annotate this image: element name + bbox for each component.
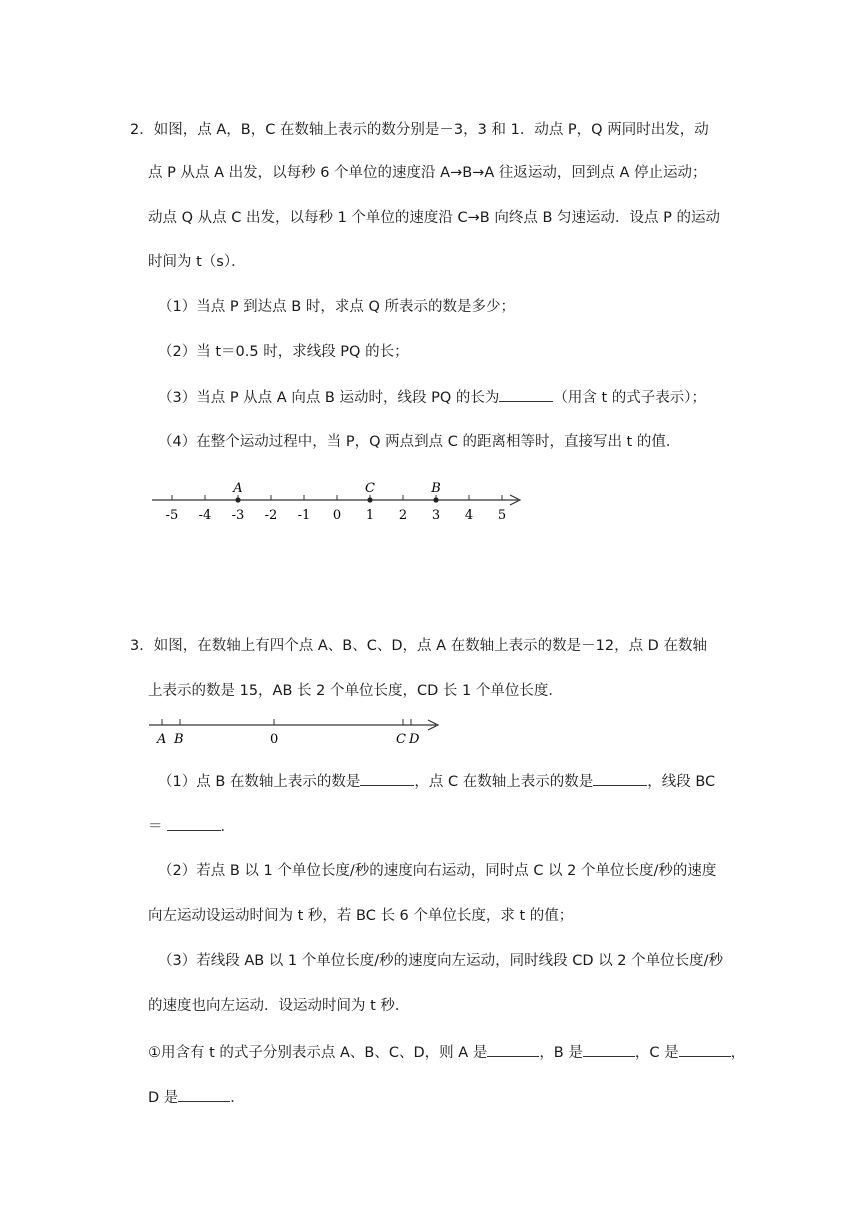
tick-label: 5	[497, 508, 507, 523]
problem2-question-3-text-after: （用含 t 的式子表示）；	[553, 390, 707, 406]
tick-label: 1	[365, 508, 375, 523]
sub-text-e: D 是	[148, 1090, 179, 1106]
problem3-question-1-text-d: ＝	[148, 819, 163, 835]
problem3-question-2-line-1: （2）若点 B 以 1 个单位长度/秒的速度向右运动，同时点 C 以 2 个单位长度/秒的速度	[158, 863, 717, 879]
point-label: A	[233, 481, 243, 496]
problem3-question-3-line-1: （3）若线段 AB 以 1 个单位长度/秒的速度向左运动，同时线段 CD 以 2 个单位长度/秒	[158, 953, 723, 969]
answer-blank[interactable]	[593, 771, 647, 786]
answer-blank[interactable]	[679, 1042, 731, 1057]
problem2-line-4: 时间为 t（s）．	[148, 254, 246, 270]
problem2-question-3	[158, 387, 706, 408]
label-zero: 0	[270, 732, 279, 747]
tick-label: 4	[464, 508, 474, 523]
tick-label: 2	[398, 508, 408, 523]
problem2-question-3-text-before: （3）当点 P 从点 A 向点 B 运动时，线段 PQ 的长为	[158, 390, 500, 406]
problem2-line-3: 动点 Q 从点 C 出发，以每秒 1 个单位的速度沿 C→B 向终点 B 匀速运动．设点 P 的运动	[148, 210, 720, 226]
number-line-figure-1	[148, 476, 528, 524]
problem3-question-1-text-c: ，线段 BC	[647, 774, 716, 790]
point-dot	[367, 497, 372, 502]
tick-label: -5	[165, 508, 179, 523]
tick-label: -3	[231, 508, 245, 523]
point-label: B	[431, 481, 441, 496]
problem3-question-1-text-e: ．	[220, 819, 235, 835]
problem2-line-1: 2．如图，点 A，B，C 在数轴上表示的数分别是－3，3 和 1．动点 P，Q 两同时出发，动	[130, 122, 709, 138]
problem3-question-1-text-a: （1）点 B 在数轴上表示的数是	[158, 774, 361, 790]
problem3-question-3-sub-1-cont	[148, 1087, 245, 1108]
problem2-question-1: （1）当点 P 到达点 B 时，求点 Q 所表示的数是多少；	[158, 299, 515, 315]
point-dot	[433, 497, 438, 502]
label-a: A	[157, 732, 167, 747]
sub-text-d: ，	[730, 1045, 746, 1061]
point-dot	[235, 497, 240, 502]
answer-blank[interactable]	[360, 771, 414, 786]
tick-label: 0	[332, 508, 342, 523]
label-d: D	[409, 732, 420, 747]
answer-blank[interactable]	[487, 1042, 539, 1057]
problem2-question-2: （2）当 t＝0.5 时，求线段 PQ 的长；	[158, 344, 409, 360]
sub-text-a: ①用含有 t 的式子分别表示点 A、B、C、D，则 A 是	[148, 1045, 488, 1061]
sub-text-b: ，B 是	[539, 1045, 583, 1061]
problem3-question-1-text-b: ，点 C 在数轴上表示的数是	[414, 774, 594, 790]
problem3-line-1: 3．如图，在数轴上有四个点 A、B、C、D，点 A 在数轴上表示的数是－12，点 D 在数轴	[130, 638, 707, 654]
problem3-question-2-line-2: 向左运动设运动时间为 t 秒，若 BC 长 6 个单位长度，求 t 的值；	[148, 908, 574, 924]
problem3-question-3-line-2: 的速度也向左运动．设运动时间为 t 秒．	[148, 998, 410, 1014]
tick-label: -2	[264, 508, 278, 523]
answer-blank[interactable]	[583, 1042, 635, 1057]
answer-blank[interactable]	[167, 816, 221, 831]
point-label: C	[365, 481, 375, 496]
problem3-question-1	[158, 771, 715, 792]
problem3-line-2: 上表示的数是 15，AB 长 2 个单位长度，CD 长 1 个单位长度．	[148, 683, 563, 699]
sub-text-c: ，C 是	[634, 1045, 679, 1061]
problem3-question-1-cont	[148, 816, 235, 837]
label-c: C	[396, 732, 406, 747]
sub-text-f: ．	[230, 1090, 245, 1106]
answer-blank[interactable]	[178, 1087, 230, 1102]
number-line-figure-2	[146, 714, 446, 748]
tick-label: -4	[198, 508, 212, 523]
answer-blank[interactable]	[499, 387, 553, 402]
label-b: B	[174, 732, 184, 747]
tick-label: 3	[431, 508, 441, 523]
problem2-line-2: 点 P 从点 A 出发，以每秒 6 个单位的速度沿 A→B→A 往返运动，回到点 A 停止运动；	[148, 165, 707, 181]
tick-label: -1	[297, 508, 311, 523]
problem2-question-4: （4）在整个运动过程中，当 P，Q 两点到点 C 的距离相等时，直接写出 t 的值．	[158, 434, 681, 450]
problem3-question-3-sub-1	[148, 1042, 745, 1063]
